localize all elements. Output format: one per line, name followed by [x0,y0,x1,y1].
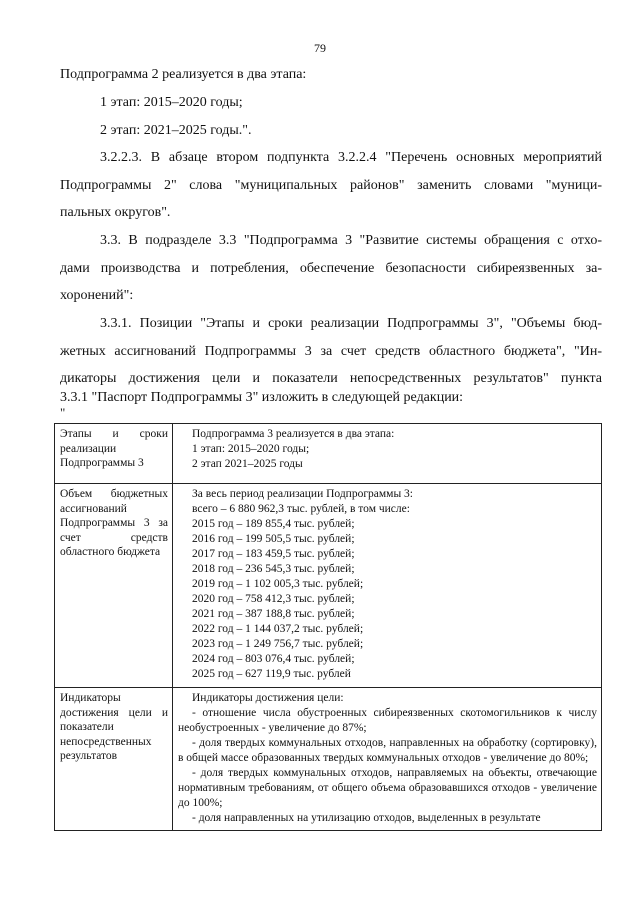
paragraph-line: дами производства и потребления, обеспечение безопасности сибиреязвенных за- [60,261,602,276]
paragraph-line: 3.2.2.3. В абзаце втором подпункта 3.2.2.4 "Перечень основных мероприятий [100,150,602,165]
row-label: Объем бюджетных ассигнований Подпрограммы 3 за счет средств областного бюджета [60,488,168,558]
row-label: Индикаторы достижения цели и показатели непосредственных результатов [60,692,168,762]
indicators-heading: Индикаторы достижения цели: [192,692,344,704]
paragraph-line: 3.3.1 "Паспорт Подпрограммы 3" изложить в следующей редакции: [60,390,464,405]
indicator-item: - доля твердых коммунальных отходов, направленных на обработку (сортировку), в общей массе образованных твердых коммунальных отходов - увеличение до 80%; [178,737,597,764]
paragraph-line: пальных округов". [60,205,171,220]
value-line: всего – 6 880 962,3 тыс. рублей, в том числе: [192,503,410,515]
paragraph-line: жетных ассигнований Подпрограммы 3 за счет средств областного бюджета", "Ин- [60,344,602,359]
value-line: За весь период реализации Подпрограммы 3: [192,488,414,500]
row-label-cell [55,484,173,688]
value-line: 2018 год – 236 545,3 тыс. рублей; [192,563,355,575]
paragraph-line: Подпрограммы 2" слова "муниципальных районов" заменить словами "муници- [60,178,602,193]
paragraph-line: хоронений": [60,288,134,303]
value-line: 2015 год – 189 855,4 тыс. рублей; [192,518,355,530]
value-line: 2020 год – 758 412,3 тыс. рублей; [192,593,355,605]
row-label-cell [55,424,173,484]
paragraph-line: дикаторы достижения цели и показатели непосредственных результатов" пункта [60,371,602,386]
paragraph-line: 1 этап: 2015–2020 годы; [100,95,243,110]
value-line: 2021 год – 387 188,8 тыс. рублей; [192,608,355,620]
row-value-cell [173,424,602,484]
indicator-item: - доля направленных на утилизацию отходов, выделенных в результате [192,812,541,824]
value-line: 2022 год – 1 144 037,2 тыс. рублей; [192,623,364,635]
indicator-item: - доля твердых коммунальных отходов, направляемых на объекты, отвечающие нормативным требованиям, от общего объема образовавшихся отходов - увеличение до 100%; [178,767,597,809]
passport-table [54,423,602,831]
value-line: 2025 год – 627 119,9 тыс. рублей [192,668,351,680]
table-row [55,424,602,484]
value-line: 2017 год – 183 459,5 тыс. рублей; [192,548,355,560]
opening-quote: " [60,405,66,420]
paragraph-line: 2 этап: 2021–2025 годы.". [100,123,252,138]
table-row [55,688,602,831]
table-row [55,484,602,688]
value-line: 2023 год – 1 249 756,7 тыс. рублей; [192,638,364,650]
value-line: 2024 год – 803 076,4 тыс. рублей; [192,653,355,665]
row-label-cell [55,688,173,831]
value-line: 1 этап: 2015–2020 годы; [192,443,310,455]
value-line: 2016 год – 199 505,5 тыс. рублей; [192,533,355,545]
value-line: 2019 год – 1 102 005,3 тыс. рублей; [192,578,364,590]
page-number: 79 [314,41,326,55]
row-label: Этапы и сроки реализации Подпрограммы 3 [60,428,168,469]
paragraph-line: Подпрограмма 2 реализуется в два этапа: [60,67,307,82]
row-value-cell [173,688,602,831]
row-value-cell [173,484,602,688]
value-line: Подпрограмма 3 реализуется в два этапа: [192,428,395,440]
value-line: 2 этап 2021–2025 годы [192,458,303,470]
paragraph-line: 3.3. В подразделе 3.3 "Подпрограмма 3 "Развитие системы обращения с отхо- [100,233,602,248]
paragraph-line: 3.3.1. Позиции "Этапы и сроки реализации Подпрограммы 3", "Объемы бюд- [100,316,602,331]
indicator-item: - отношение числа обустроенных сибиреязвенных скотомогильников к числу необустроенных - увеличение до 87%; [178,707,597,734]
